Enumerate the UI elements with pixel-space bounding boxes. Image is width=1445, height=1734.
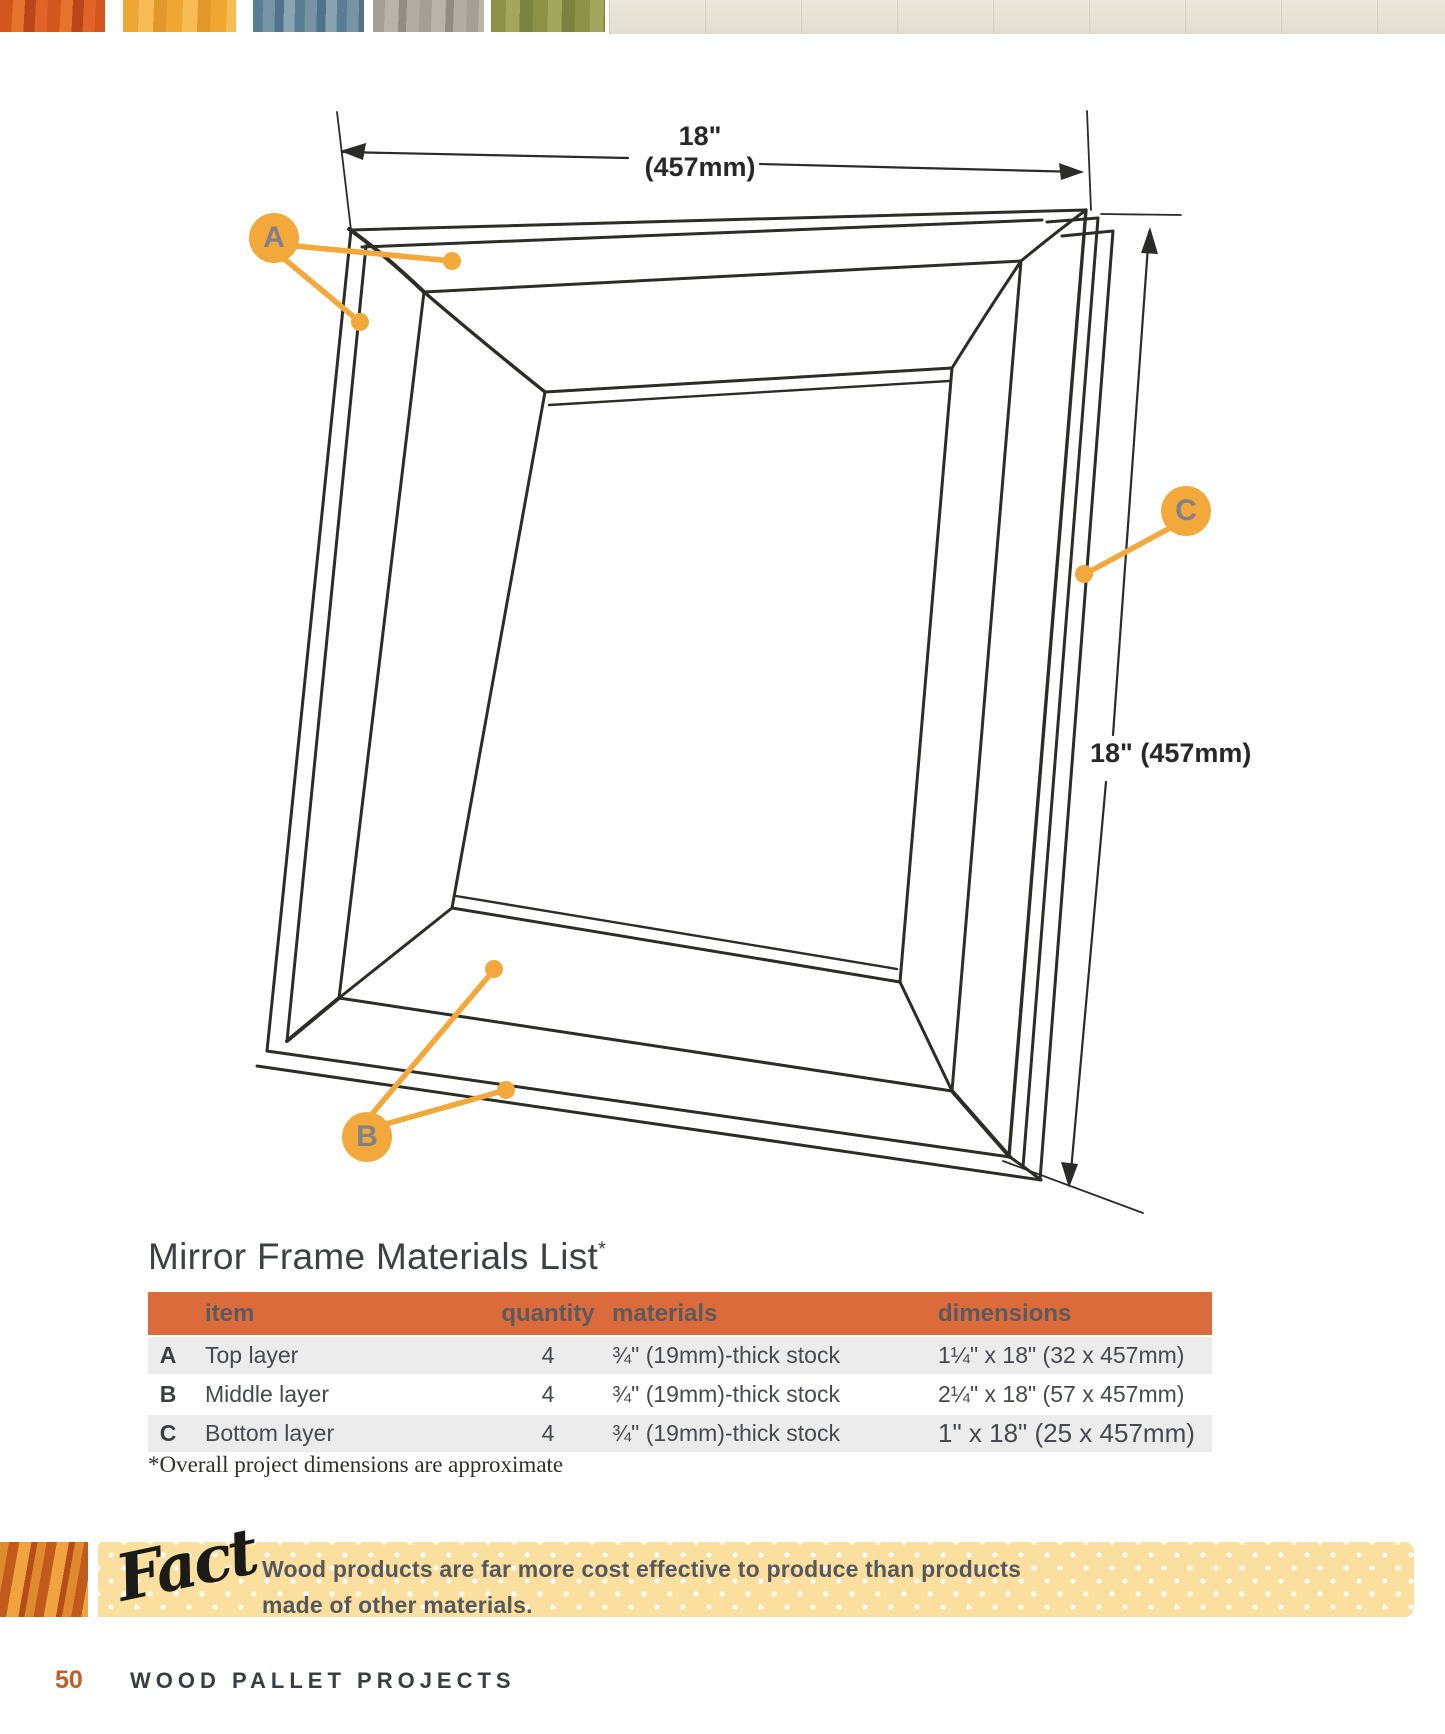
row-a-materials: ¾" (19mm)-thick stock: [612, 1342, 840, 1368]
frame-top-outer: [351, 210, 1086, 230]
mirror-frame-diagram: [200, 100, 1230, 1240]
miter-bottom-right-outer: [952, 1091, 1010, 1157]
callout-c: [1161, 486, 1211, 536]
header-quantity: quantity: [501, 1299, 595, 1327]
fact-text-line1: Wood products are far more cost effective to produce than products: [262, 1556, 1022, 1582]
miter-top-right-inner: [952, 261, 1021, 368]
top-dim-line-right: [760, 164, 1081, 172]
row-c-item: Bottom layer: [205, 1420, 335, 1446]
row-c-quantity: 4: [541, 1420, 555, 1446]
inner-opening-bottom: [452, 908, 900, 982]
arrow-right: [1059, 163, 1084, 180]
swatch-amber-wood: [123, 0, 236, 32]
miter-top-left-inner: [424, 292, 545, 392]
swatch-gray-wood: [373, 0, 484, 32]
frame-right-edge-back: [1040, 231, 1113, 1180]
table-row: [148, 1337, 1212, 1374]
swatch-beige-wood: [609, 0, 1445, 34]
row-b-item: Middle layer: [205, 1381, 329, 1407]
table-row: [148, 1415, 1212, 1452]
materials-footnote: *Overall project dimensions are approximate: [148, 1452, 564, 1477]
materials-table-header: [148, 1292, 1212, 1335]
frame-right-edge-front: [1009, 210, 1086, 1156]
row-b-dimensions: 2¼" x 18" (57 x 457mm): [938, 1381, 1185, 1407]
dim-top-inches: 18": [678, 121, 722, 151]
row-a-item: Top layer: [205, 1342, 299, 1368]
row-a-key: A: [159, 1342, 177, 1368]
materials-table: [148, 1292, 1212, 1452]
callout-b: [342, 1112, 392, 1162]
swatch-orange-red-wood: [0, 0, 105, 32]
dimension-lines: [337, 111, 1181, 1213]
row-c-key: C: [159, 1420, 177, 1446]
frame-sketch: [257, 210, 1113, 1180]
row-c-dimensions: 1" x 18" (25 x 457mm): [938, 1418, 1195, 1448]
book-title: WOOD PALLET PROJECTS: [130, 1668, 516, 1693]
row-a-quantity: 4: [541, 1342, 555, 1368]
materials-list-title: [148, 1236, 606, 1278]
callout-a-letter: A: [263, 221, 285, 254]
header-materials: materials: [612, 1299, 718, 1327]
header-dimensions: dimensions: [938, 1299, 1072, 1327]
row-a-dimensions: 1¼" x 18" (32 x 457mm): [938, 1342, 1185, 1368]
inner-opening-top: [545, 368, 952, 392]
top-layer-opening-right: [952, 261, 1021, 1091]
leader-dot-a-1: [443, 252, 461, 270]
miter-bottom-right-inner: [900, 982, 952, 1091]
inner-opening-left: [452, 392, 545, 908]
inner-opening-bottom-rabbet: [456, 896, 897, 969]
table-row: [148, 1376, 1212, 1413]
callout-c-letter: C: [1175, 494, 1197, 527]
right-dim-line-lower: [1070, 782, 1106, 1182]
dim-right: 18" (457mm): [1090, 738, 1252, 768]
page-number: 50: [55, 1666, 83, 1694]
ext-line-top-left: [337, 112, 351, 230]
frame-right-edge-mid: [1023, 218, 1098, 1167]
inner-opening-right: [900, 368, 952, 982]
dimension-arrowheads: [340, 143, 1158, 1188]
arrow-up: [1141, 227, 1158, 254]
frame-left-outer: [267, 230, 351, 1051]
swatch-green-wood: [491, 0, 605, 32]
materials-list-title-asterisk: *: [598, 1238, 607, 1261]
leader-dot-a-2: [351, 313, 369, 331]
leader-dot-b-1: [485, 960, 503, 978]
header-item: item: [205, 1299, 255, 1327]
callout-dots: [351, 252, 1093, 1099]
top-layer-opening-top: [424, 261, 1021, 292]
top-dim-line-left: [342, 152, 628, 158]
row-b-quantity: 4: [541, 1381, 555, 1407]
dim-top-mm: (457mm): [644, 152, 756, 182]
arrow-left: [340, 143, 366, 160]
right-dim-line-upper: [1113, 232, 1149, 735]
callout-a: [249, 213, 299, 263]
miter-top-left-outer: [349, 229, 424, 292]
callout-b-letter: B: [356, 1120, 378, 1153]
top-swatch-strip: [0, 0, 1445, 34]
materials-list-title-text: Mirror Frame Materials List: [148, 1236, 599, 1277]
ext-line-top-right: [1087, 111, 1091, 210]
frame-top-inner: [362, 220, 1042, 247]
fact-script-label: Fact: [109, 1514, 263, 1617]
fact-text-line2: made of other materials.: [262, 1592, 533, 1618]
fact-wood-block: [0, 1542, 88, 1617]
row-b-key: B: [159, 1381, 177, 1407]
leader-dot-b-2: [497, 1081, 515, 1099]
ext-line-right-top: [1101, 214, 1181, 215]
row-b-materials: ¾" (19mm)-thick stock: [612, 1381, 840, 1407]
leader-b-2: [386, 1090, 506, 1124]
leader-dot-c-1: [1075, 565, 1093, 583]
fact-text: [262, 1551, 1021, 1623]
miter-bottom-left-inner: [339, 908, 452, 998]
row-c-materials: ¾" (19mm)-thick stock: [612, 1420, 840, 1446]
miter-bottom-left-outer: [287, 998, 339, 1041]
inner-opening-top-rabbet: [549, 381, 949, 405]
frame-left-second: [287, 246, 366, 1041]
swatch-blue-wood: [253, 0, 364, 32]
